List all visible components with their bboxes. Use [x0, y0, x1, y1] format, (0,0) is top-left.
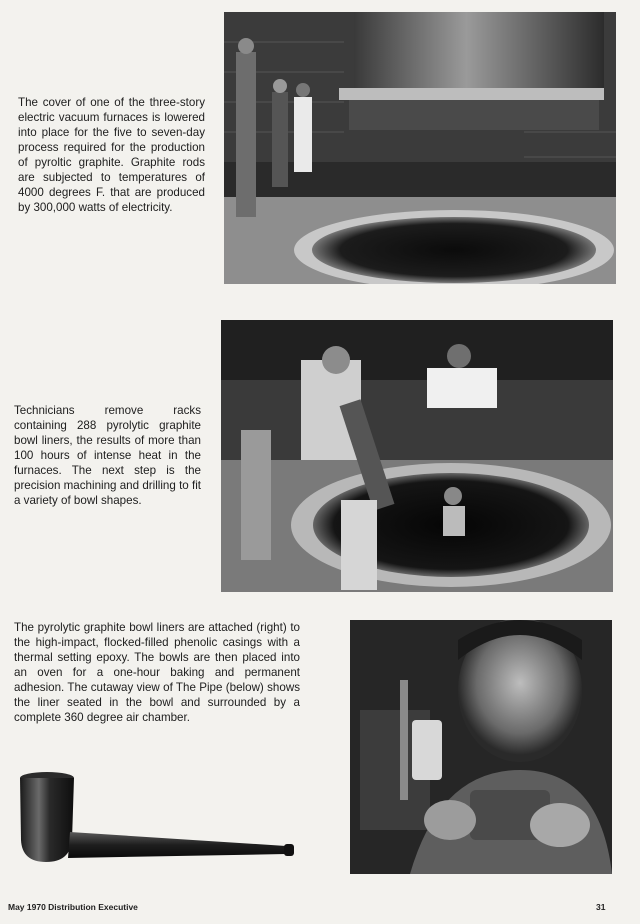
worker-photo	[350, 620, 612, 874]
technicians-photo	[221, 320, 613, 592]
pipe-illustration	[16, 770, 296, 865]
liners-caption: The pyrolytic graphite bowl liners are attached (right) to the high-impact, flocked-filled phenolic casings with a thermal setting epoxy. The bowls are then placed into an oven for a one-hour baking and permanent adhesion. The cutaway view of The Pipe (below) shows the liner seated in the bowl and surrounded by a complete 360 degree air chamber.	[14, 621, 300, 724]
technicians-caption: Technicians remove racks containing 288 pyrolytic graphite bowl liners, the results of more than 100 hours of intense heat in the furnaces. The next step is the precision machining and drilling to fit a variety of bowl shapes.	[14, 404, 201, 507]
show-through-text	[324, 291, 326, 300]
footer-page-number: 31	[596, 902, 606, 912]
show-through-text-2	[480, 598, 482, 607]
footer-publication: May 1970 Distribution Executive	[8, 902, 138, 912]
furnace-caption: The cover of one of the three-story electric vacuum furnaces is lowered into place for the five to seven-day process required for the production of pyroltic graphite. Graphite rods are subjected to temperatures of 4000 degrees F. that are produced by 300,000 watts of electricity.	[18, 96, 205, 214]
furnace-photo	[224, 12, 616, 284]
